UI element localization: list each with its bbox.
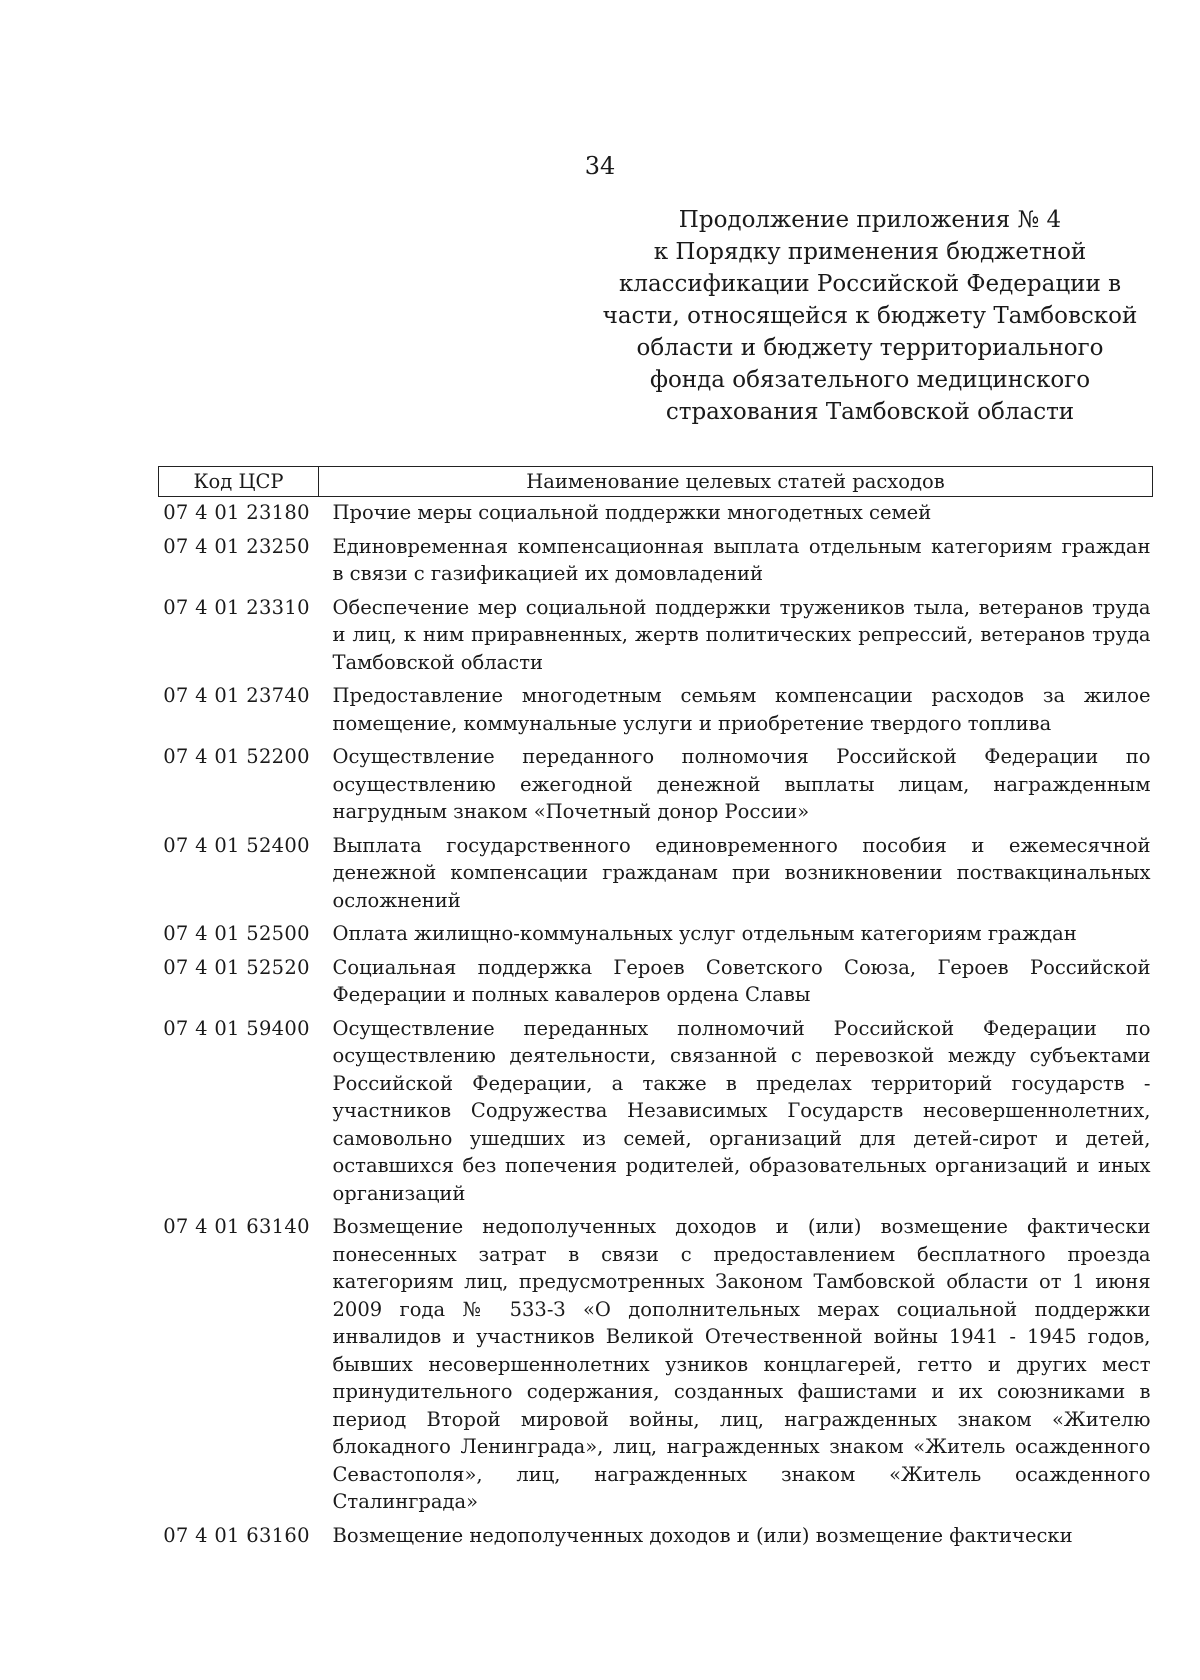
appendix-header-line: части, относящейся к бюджету Тамбовской [602,303,1138,329]
table-row [159,680,1153,741]
appendix-header-line: классификации Российской Федерации в [618,271,1122,297]
appendix-header-line: к Порядку применения бюджетной [653,239,1087,265]
appendix-header-line: фонда обязательного медицинского [649,367,1091,393]
row-name: Выплата государственного единовременного пособия и ежемесячной денежной компенсации гражданам при возникновении поствакцинальных осложнений [332,833,1151,912]
table-row [159,1013,1153,1212]
table-row [159,918,1153,952]
column-header-code: Код ЦСР [159,467,319,497]
row-code: 07 4 01 63140 [163,1215,310,1238]
table-row [159,592,1153,681]
row-name: Возмещение недополученных доходов и (или) возмещение фактически понесенных затрат в связи с предоставлением бесплатного проезда категориям лиц, предусмотренных Законом Тамбовской области от 1 июня 2009 года № 533-З «О дополнительных мерах социальной поддержки инвалидов и участников Великой Отечественной войны 1941 - 1945 годов, бывших несовершеннолетних узников концлагерей, гетто и других мест принудительного содержания, созданных фашистами и их союзниками в период Второй мировой войны, лиц, награжденных знаком «Жителю блокадного Ленинграда», лиц, награжденных знаком «Житель осажденного Севастополя», лиц, награжденных знаком «Житель осажденного Сталинграда» [332,1215,1151,1513]
row-name: Обеспечение мер социальной поддержки тружеников тыла, ветеранов труда и лиц, к ним приравненных, жертв политических репрессий, ветеранов труда Тамбовской области [332,595,1151,674]
appendix-header-line: страхования Тамбовской области [665,399,1075,425]
row-code: 07 4 01 52500 [163,922,310,945]
row-code: 07 4 01 63160 [163,1523,310,1547]
row-code: 07 4 01 52200 [163,745,310,768]
table-row [159,1520,1153,1554]
row-name: Социальная поддержка Героев Советского Союза, Героев Российской Федерации и полных кавалеров ордена Славы [332,955,1151,1006]
row-name: Осуществление переданного полномочия Российской Федерации по осуществлению ежегодной денежной выплаты лицам, награжденным нагрудным знаком «Почетный донор России» [332,745,1151,823]
row-code: 07 4 01 59400 [163,1016,310,1040]
row-code: 07 4 01 23740 [163,684,310,707]
table-row [159,741,1153,830]
row-name: Оплата жилищно-коммунальных услуг отдельным категориям граждан [332,922,1077,945]
table-row [159,830,1153,919]
table-row [159,952,1153,1013]
table-row [159,497,1153,531]
appendix-header-line: Продолжение приложения № 4 [678,207,1062,233]
row-name: Прочие меры социальной поддержки многодетных семей [332,501,932,524]
row-code: 07 4 01 23180 [163,501,310,524]
appendix-header [590,204,1150,428]
row-code: 07 4 01 23250 [163,534,310,558]
row-name: Предоставление многодетным семьям компенсации расходов за жилое помещение, коммунальные услуги и приобретение твердого топлива [332,684,1151,735]
row-name: Единовременная компенсационная выплата отдельным категориям граждан в связи с газификацией их домовладений [332,534,1151,585]
row-code: 07 4 01 23310 [163,595,310,619]
expense-articles-table [158,466,1153,1553]
row-name: Возмещение недополученных доходов и (или) возмещение фактически [332,1523,1073,1547]
row-code: 07 4 01 52400 [163,833,310,857]
table-header-row [159,467,1153,497]
page-number: 34 [584,152,616,180]
row-name: Осуществление переданных полномочий Российской Федерации по осуществлению деятельности, связанной с перевозкой между субъектами Российской Федерации, а также в пределах территорий государств - участников Содружества Независимых Государств несовершеннолетних, самовольно ушедших из семей, организаций для детей-сирот и детей, оставшихся без попечения родителей, образовательных организаций и иных организаций [332,1016,1151,1205]
appendix-header-line: области и бюджету территориального [636,335,1104,361]
table-row [159,531,1153,592]
table-row [159,1211,1153,1520]
row-code: 07 4 01 52520 [163,955,310,979]
column-header-name: Наименование целевых статей расходов [319,467,1153,497]
